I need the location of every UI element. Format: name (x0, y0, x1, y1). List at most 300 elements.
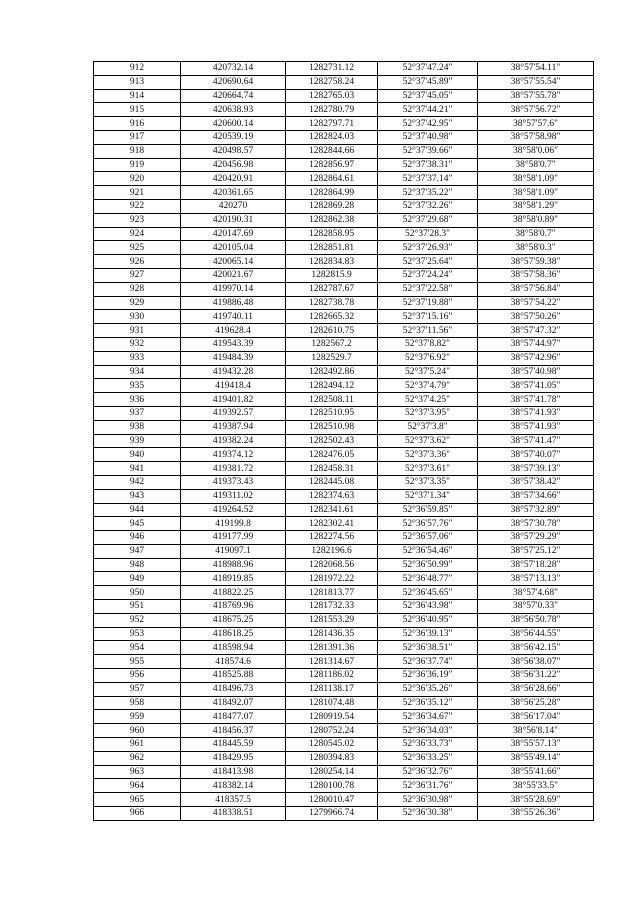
table-row (94, 130, 594, 144)
table-row (94, 475, 594, 489)
table-row (94, 255, 594, 269)
x-coordinate-cell: 420638.93 (181, 103, 286, 117)
longitude-cell: 38°57'41.47" (478, 434, 594, 448)
latitude-cell: 52°36'33.73" (378, 738, 478, 752)
y-coordinate-cell: 1282529.7 (286, 351, 378, 365)
y-coordinate-cell: 1282508.11 (286, 393, 378, 407)
y-coordinate-cell: 1282851.81 (286, 241, 378, 255)
x-coordinate-cell: 418456.37 (181, 724, 286, 738)
table-row (94, 544, 594, 558)
longitude-cell: 38°58'1.09" (478, 186, 594, 200)
longitude-cell: 38°57'32.89" (478, 503, 594, 517)
latitude-cell: 52°37'11.56" (378, 324, 478, 338)
latitude-cell: 52°36'57.76" (378, 517, 478, 531)
point-number-cell: 966 (94, 807, 181, 821)
y-coordinate-cell: 1282780.79 (286, 103, 378, 117)
point-number-cell: 953 (94, 627, 181, 641)
point-number-cell: 958 (94, 696, 181, 710)
point-number-cell: 920 (94, 172, 181, 186)
table-row (94, 696, 594, 710)
x-coordinate-cell: 420270 (181, 199, 286, 213)
y-coordinate-cell: 1281553.29 (286, 613, 378, 627)
x-coordinate-cell: 419373.43 (181, 475, 286, 489)
longitude-cell: 38°57'0.33" (478, 600, 594, 614)
longitude-cell: 38°56'38.07" (478, 655, 594, 669)
table-row (94, 117, 594, 131)
x-coordinate-cell: 420539.19 (181, 130, 286, 144)
longitude-cell: 38°57'54.11" (478, 62, 594, 76)
point-number-cell: 947 (94, 544, 181, 558)
table-row (94, 448, 594, 462)
table-row (94, 779, 594, 793)
table-row (94, 158, 594, 172)
latitude-cell: 52°37'40.98" (378, 130, 478, 144)
x-coordinate-cell: 419740.11 (181, 310, 286, 324)
table-row (94, 462, 594, 476)
longitude-cell: 38°56'42.15" (478, 641, 594, 655)
y-coordinate-cell: 1282665.32 (286, 310, 378, 324)
table-row (94, 393, 594, 407)
y-coordinate-cell: 1282862.38 (286, 213, 378, 227)
point-number-cell: 940 (94, 448, 181, 462)
y-coordinate-cell: 1282374.63 (286, 489, 378, 503)
longitude-cell: 38°57'41.93" (478, 406, 594, 420)
latitude-cell: 52°37'45.05" (378, 89, 478, 103)
point-number-cell: 964 (94, 779, 181, 793)
x-coordinate-cell: 418413.98 (181, 765, 286, 779)
point-number-cell: 942 (94, 475, 181, 489)
point-number-cell: 916 (94, 117, 181, 131)
x-coordinate-cell: 420105.04 (181, 241, 286, 255)
point-number-cell: 925 (94, 241, 181, 255)
y-coordinate-cell: 1282341.61 (286, 503, 378, 517)
x-coordinate-cell: 419418.4 (181, 379, 286, 393)
point-number-cell: 948 (94, 558, 181, 572)
table-row (94, 489, 594, 503)
longitude-cell: 38°56'17.04" (478, 710, 594, 724)
y-coordinate-cell: 1282274.56 (286, 531, 378, 545)
table-row (94, 379, 594, 393)
latitude-cell: 52°37'45.89" (378, 75, 478, 89)
y-coordinate-cell: 1282731.12 (286, 62, 378, 76)
point-number-cell: 960 (94, 724, 181, 738)
y-coordinate-cell: 1282302.41 (286, 517, 378, 531)
x-coordinate-cell: 419097.1 (181, 544, 286, 558)
longitude-cell: 38°57'47.32" (478, 324, 594, 338)
latitude-cell: 52°36'33.25" (378, 751, 478, 765)
y-coordinate-cell: 1280100.78 (286, 779, 378, 793)
latitude-cell: 52°37'3.36" (378, 448, 478, 462)
x-coordinate-cell: 418525.88 (181, 669, 286, 683)
x-coordinate-cell: 420498.57 (181, 144, 286, 158)
x-coordinate-cell: 420361.65 (181, 186, 286, 200)
x-coordinate-cell: 419401.82 (181, 393, 286, 407)
x-coordinate-cell: 419381.72 (181, 462, 286, 476)
longitude-cell: 38°57'34.66" (478, 489, 594, 503)
table-row (94, 641, 594, 655)
longitude-cell: 38°57'50.26" (478, 310, 594, 324)
longitude-cell: 38°56'44.55" (478, 627, 594, 641)
latitude-cell: 52°37'32.26" (378, 199, 478, 213)
longitude-cell: 38°57'25.12" (478, 544, 594, 558)
table-row (94, 282, 594, 296)
y-coordinate-cell: 1282797.71 (286, 117, 378, 131)
longitude-cell: 38°57'58.98" (478, 130, 594, 144)
y-coordinate-cell: 1280752.24 (286, 724, 378, 738)
y-coordinate-cell: 1281813.77 (286, 586, 378, 600)
table-row (94, 613, 594, 627)
table-row (94, 324, 594, 338)
latitude-cell: 52°36'32.76" (378, 765, 478, 779)
longitude-cell: 38°55'28.69" (478, 793, 594, 807)
table-row (94, 75, 594, 89)
x-coordinate-cell: 418382.14 (181, 779, 286, 793)
table-row (94, 710, 594, 724)
y-coordinate-cell: 1281074.48 (286, 696, 378, 710)
x-coordinate-cell: 418477.07 (181, 710, 286, 724)
table-row (94, 186, 594, 200)
table-row (94, 296, 594, 310)
latitude-cell: 52°37'28.3" (378, 227, 478, 241)
y-coordinate-cell: 1282510.95 (286, 406, 378, 420)
y-coordinate-cell: 1282476.05 (286, 448, 378, 462)
table-row (94, 724, 594, 738)
x-coordinate-cell: 419199.8 (181, 517, 286, 531)
y-coordinate-cell: 1282445.08 (286, 475, 378, 489)
x-coordinate-cell: 420065.14 (181, 255, 286, 269)
x-coordinate-cell: 418618.25 (181, 627, 286, 641)
point-number-cell: 961 (94, 738, 181, 752)
longitude-cell: 38°57'57.6" (478, 117, 594, 131)
point-number-cell: 941 (94, 462, 181, 476)
latitude-cell: 52°36'34.03" (378, 724, 478, 738)
y-coordinate-cell: 1280254.14 (286, 765, 378, 779)
y-coordinate-cell: 1280919.54 (286, 710, 378, 724)
point-number-cell: 963 (94, 765, 181, 779)
point-number-cell: 930 (94, 310, 181, 324)
latitude-cell: 52°37'42.95" (378, 117, 478, 131)
y-coordinate-cell: 1282510.98 (286, 420, 378, 434)
longitude-cell: 38°55'49.14" (478, 751, 594, 765)
longitude-cell: 38°58'1.29" (478, 199, 594, 213)
longitude-cell: 38°58'0.3" (478, 241, 594, 255)
y-coordinate-cell: 1282738.78 (286, 296, 378, 310)
x-coordinate-cell: 418988.96 (181, 558, 286, 572)
table-row (94, 807, 594, 821)
x-coordinate-cell: 418822.25 (181, 586, 286, 600)
table-row (94, 517, 594, 531)
y-coordinate-cell: 1280545.02 (286, 738, 378, 752)
latitude-cell: 52°36'39.13" (378, 627, 478, 641)
y-coordinate-cell: 1280394.83 (286, 751, 378, 765)
y-coordinate-cell: 1282858.95 (286, 227, 378, 241)
coordinates-table (93, 61, 594, 821)
y-coordinate-cell: 1282834.83 (286, 255, 378, 269)
y-coordinate-cell: 1282492.86 (286, 365, 378, 379)
x-coordinate-cell: 419382.24 (181, 434, 286, 448)
y-coordinate-cell: 1280010.47 (286, 793, 378, 807)
y-coordinate-cell: 1282494.12 (286, 379, 378, 393)
point-number-cell: 912 (94, 62, 181, 76)
x-coordinate-cell: 420190.31 (181, 213, 286, 227)
longitude-cell: 38°57'40.07" (478, 448, 594, 462)
x-coordinate-cell: 418357.5 (181, 793, 286, 807)
x-coordinate-cell: 418919.85 (181, 572, 286, 586)
point-number-cell: 959 (94, 710, 181, 724)
point-number-cell: 929 (94, 296, 181, 310)
latitude-cell: 52°37'29.68" (378, 213, 478, 227)
table-row (94, 227, 594, 241)
point-number-cell: 946 (94, 531, 181, 545)
point-number-cell: 954 (94, 641, 181, 655)
point-number-cell: 965 (94, 793, 181, 807)
latitude-cell: 52°36'48.77" (378, 572, 478, 586)
longitude-cell: 38°55'57.13" (478, 738, 594, 752)
point-number-cell: 955 (94, 655, 181, 669)
x-coordinate-cell: 420147.69 (181, 227, 286, 241)
latitude-cell: 52°37'19.88" (378, 296, 478, 310)
longitude-cell: 38°57'41.93" (478, 420, 594, 434)
latitude-cell: 52°37'25.64" (378, 255, 478, 269)
latitude-cell: 52°37'26.93" (378, 241, 478, 255)
longitude-cell: 38°56'31.22" (478, 669, 594, 683)
y-coordinate-cell: 1281391.36 (286, 641, 378, 655)
point-number-cell: 937 (94, 406, 181, 420)
x-coordinate-cell: 419311.02 (181, 489, 286, 503)
longitude-cell: 38°58'0.7" (478, 227, 594, 241)
latitude-cell: 52°37'3.62" (378, 434, 478, 448)
latitude-cell: 52°37'5.24" (378, 365, 478, 379)
x-coordinate-cell: 419432.28 (181, 365, 286, 379)
latitude-cell: 52°36'57.06" (378, 531, 478, 545)
longitude-cell: 38°57'4.68" (478, 586, 594, 600)
x-coordinate-cell: 420021.67 (181, 268, 286, 282)
longitude-cell: 38°58'1.09" (478, 172, 594, 186)
x-coordinate-cell: 420664.74 (181, 89, 286, 103)
point-number-cell: 922 (94, 199, 181, 213)
point-number-cell: 926 (94, 255, 181, 269)
longitude-cell: 38°58'0.7" (478, 158, 594, 172)
latitude-cell: 52°37'35.22" (378, 186, 478, 200)
table-row (94, 600, 594, 614)
y-coordinate-cell: 1282856.97 (286, 158, 378, 172)
longitude-cell: 38°57'54.22" (478, 296, 594, 310)
y-coordinate-cell: 1282196.6 (286, 544, 378, 558)
point-number-cell: 935 (94, 379, 181, 393)
longitude-cell: 38°56'8.14" (478, 724, 594, 738)
table-row (94, 751, 594, 765)
latitude-cell: 52°36'59.85" (378, 503, 478, 517)
y-coordinate-cell: 1281314.67 (286, 655, 378, 669)
latitude-cell: 52°37'8.82" (378, 337, 478, 351)
point-number-cell: 945 (94, 517, 181, 531)
point-number-cell: 914 (94, 89, 181, 103)
latitude-cell: 52°37'3.61" (378, 462, 478, 476)
latitude-cell: 52°37'1.34" (378, 489, 478, 503)
y-coordinate-cell: 1281732.33 (286, 600, 378, 614)
point-number-cell: 913 (94, 75, 181, 89)
x-coordinate-cell: 420456.98 (181, 158, 286, 172)
point-number-cell: 952 (94, 613, 181, 627)
coordinates-table-body (94, 62, 594, 821)
y-coordinate-cell: 1282815.9 (286, 268, 378, 282)
point-number-cell: 951 (94, 600, 181, 614)
point-number-cell: 921 (94, 186, 181, 200)
y-coordinate-cell: 1281436.35 (286, 627, 378, 641)
latitude-cell: 52°36'45.65" (378, 586, 478, 600)
longitude-cell: 38°56'28.66" (478, 682, 594, 696)
y-coordinate-cell: 1281186.02 (286, 669, 378, 683)
point-number-cell: 936 (94, 393, 181, 407)
table-row (94, 627, 594, 641)
x-coordinate-cell: 420690.64 (181, 75, 286, 89)
longitude-cell: 38°57'30.78" (478, 517, 594, 531)
table-row (94, 337, 594, 351)
latitude-cell: 52°36'34.67" (378, 710, 478, 724)
x-coordinate-cell: 418429.95 (181, 751, 286, 765)
longitude-cell: 38°57'58.36" (478, 268, 594, 282)
longitude-cell: 38°57'42.96" (478, 351, 594, 365)
y-coordinate-cell: 1282458.31 (286, 462, 378, 476)
latitude-cell: 52°37'3.95" (378, 406, 478, 420)
longitude-cell: 38°57'56.84" (478, 282, 594, 296)
table-row (94, 655, 594, 669)
x-coordinate-cell: 418492.07 (181, 696, 286, 710)
x-coordinate-cell: 419886.48 (181, 296, 286, 310)
table-row (94, 213, 594, 227)
x-coordinate-cell: 420600.14 (181, 117, 286, 131)
point-number-cell: 917 (94, 130, 181, 144)
latitude-cell: 52°37'37.14" (378, 172, 478, 186)
latitude-cell: 52°37'4.79" (378, 379, 478, 393)
x-coordinate-cell: 418445.59 (181, 738, 286, 752)
latitude-cell: 52°36'31.76" (378, 779, 478, 793)
x-coordinate-cell: 420732.14 (181, 62, 286, 76)
point-number-cell: 950 (94, 586, 181, 600)
table-row (94, 503, 594, 517)
latitude-cell: 52°36'35.12" (378, 696, 478, 710)
latitude-cell: 52°37'6.92" (378, 351, 478, 365)
point-number-cell: 928 (94, 282, 181, 296)
point-number-cell: 919 (94, 158, 181, 172)
longitude-cell: 38°57'59.38" (478, 255, 594, 269)
y-coordinate-cell: 1282765.03 (286, 89, 378, 103)
y-coordinate-cell: 1281138.17 (286, 682, 378, 696)
latitude-cell: 52°37'3.35" (378, 475, 478, 489)
point-number-cell: 956 (94, 669, 181, 683)
point-number-cell: 932 (94, 337, 181, 351)
y-coordinate-cell: 1282787.67 (286, 282, 378, 296)
longitude-cell: 38°57'18.28" (478, 558, 594, 572)
latitude-cell: 52°36'36.19" (378, 669, 478, 683)
longitude-cell: 38°57'38.42" (478, 475, 594, 489)
table-row (94, 89, 594, 103)
latitude-cell: 52°37'15.16" (378, 310, 478, 324)
y-coordinate-cell: 1282869.28 (286, 199, 378, 213)
point-number-cell: 938 (94, 420, 181, 434)
latitude-cell: 52°37'24.24" (378, 268, 478, 282)
y-coordinate-cell: 1282824.03 (286, 130, 378, 144)
latitude-cell: 52°36'37.74" (378, 655, 478, 669)
longitude-cell: 38°57'39.13" (478, 462, 594, 476)
latitude-cell: 52°36'30.98" (378, 793, 478, 807)
latitude-cell: 52°37'39.66" (378, 144, 478, 158)
y-coordinate-cell: 1282502.43 (286, 434, 378, 448)
point-number-cell: 962 (94, 751, 181, 765)
x-coordinate-cell: 418769.96 (181, 600, 286, 614)
latitude-cell: 52°37'3.8" (378, 420, 478, 434)
table-row (94, 406, 594, 420)
point-number-cell: 949 (94, 572, 181, 586)
x-coordinate-cell: 419484.39 (181, 351, 286, 365)
y-coordinate-cell: 1282610.75 (286, 324, 378, 338)
longitude-cell: 38°57'44.97" (478, 337, 594, 351)
latitude-cell: 52°37'44.21" (378, 103, 478, 117)
latitude-cell: 52°36'40.95" (378, 613, 478, 627)
point-number-cell: 934 (94, 365, 181, 379)
latitude-cell: 52°37'22.58" (378, 282, 478, 296)
latitude-cell: 52°37'47.24" (378, 62, 478, 76)
latitude-cell: 52°36'50.99" (378, 558, 478, 572)
table-row (94, 669, 594, 683)
longitude-cell: 38°57'41.78" (478, 393, 594, 407)
longitude-cell: 38°57'55.78" (478, 89, 594, 103)
longitude-cell: 38°57'41.05" (478, 379, 594, 393)
point-number-cell: 918 (94, 144, 181, 158)
table-row (94, 268, 594, 282)
x-coordinate-cell: 419628.4 (181, 324, 286, 338)
y-coordinate-cell: 1282758.24 (286, 75, 378, 89)
latitude-cell: 52°36'30.38" (378, 807, 478, 821)
longitude-cell: 38°55'41.66" (478, 765, 594, 779)
longitude-cell: 38°56'25.28" (478, 696, 594, 710)
table-row (94, 420, 594, 434)
latitude-cell: 52°37'4.25" (378, 393, 478, 407)
point-number-cell: 915 (94, 103, 181, 117)
table-row (94, 738, 594, 752)
longitude-cell: 38°57'13.13" (478, 572, 594, 586)
x-coordinate-cell: 419387.94 (181, 420, 286, 434)
table-row (94, 765, 594, 779)
longitude-cell: 38°57'56.72" (478, 103, 594, 117)
point-number-cell: 943 (94, 489, 181, 503)
y-coordinate-cell: 1282844.66 (286, 144, 378, 158)
longitude-cell: 38°56'50.78" (478, 613, 594, 627)
point-number-cell: 931 (94, 324, 181, 338)
y-coordinate-cell: 1282567.2 (286, 337, 378, 351)
x-coordinate-cell: 419177.99 (181, 531, 286, 545)
table-row (94, 682, 594, 696)
point-number-cell: 923 (94, 213, 181, 227)
x-coordinate-cell: 418598.94 (181, 641, 286, 655)
table-row (94, 586, 594, 600)
x-coordinate-cell: 419970.14 (181, 282, 286, 296)
longitude-cell: 38°57'29.29" (478, 531, 594, 545)
point-number-cell: 944 (94, 503, 181, 517)
latitude-cell: 52°36'35.26" (378, 682, 478, 696)
table-row (94, 241, 594, 255)
latitude-cell: 52°36'43.98" (378, 600, 478, 614)
y-coordinate-cell: 1279966.74 (286, 807, 378, 821)
point-number-cell: 924 (94, 227, 181, 241)
longitude-cell: 38°55'26.36" (478, 807, 594, 821)
table-row (94, 365, 594, 379)
table-row (94, 172, 594, 186)
x-coordinate-cell: 419264.52 (181, 503, 286, 517)
y-coordinate-cell: 1282864.61 (286, 172, 378, 186)
x-coordinate-cell: 419392.57 (181, 406, 286, 420)
table-row (94, 199, 594, 213)
